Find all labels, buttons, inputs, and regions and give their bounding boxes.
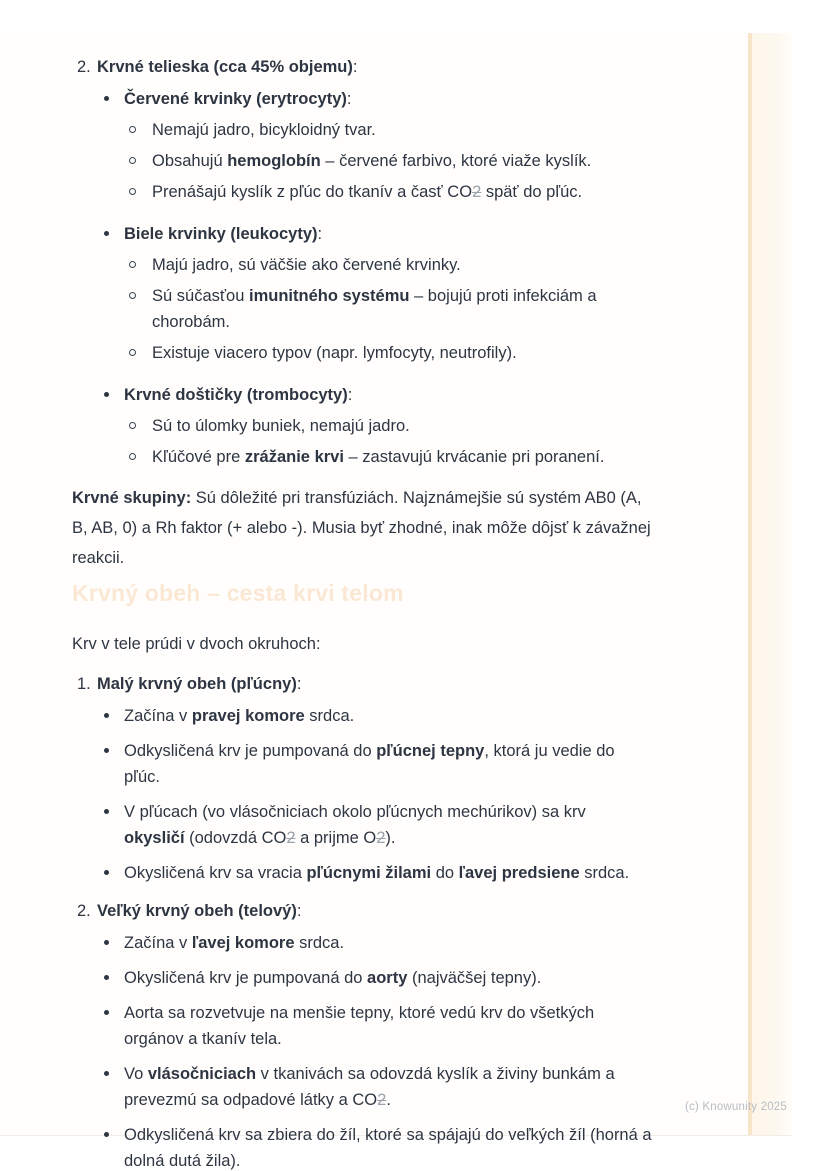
- text-run: :: [347, 386, 353, 404]
- sub-list-item: [124, 444, 702, 470]
- text-line: [124, 1061, 702, 1087]
- text-run: reakcii.: [72, 549, 125, 567]
- bold-text: aorty: [367, 969, 408, 987]
- bold-text: zrážanie krvi: [244, 448, 344, 466]
- text-run: chorobám.: [152, 313, 230, 331]
- bold-text: Krvné telieska (cca 45% objemu): [97, 58, 353, 76]
- text-run: Začína v: [124, 707, 192, 725]
- list-item: [97, 703, 702, 729]
- text-line: [152, 283, 702, 309]
- bold-text: Malý krvný obeh (pľúcny): [97, 675, 297, 693]
- list-item: [97, 86, 702, 205]
- bold-text: Červené krvinky (erytrocyty): [124, 90, 347, 108]
- bullet-dot-icon: [104, 1132, 109, 1137]
- ordered-list-item: [72, 54, 702, 470]
- text-run: Kľúčové pre: [152, 448, 245, 466]
- bullet-dot-icon: [104, 940, 109, 945]
- list-item: [97, 1000, 702, 1052]
- text-line: [152, 252, 702, 278]
- text-run: orgánov a tkanív tela.: [124, 1030, 282, 1048]
- text-line: [72, 513, 702, 543]
- bold-text: pľúcnymi žilami: [306, 864, 432, 882]
- text-line: [124, 825, 702, 851]
- sub-list-item: [124, 148, 702, 174]
- text-line: [152, 309, 702, 335]
- text-line: [72, 483, 702, 513]
- list-item-title: [124, 86, 702, 112]
- text-run: :: [296, 902, 302, 920]
- list-item: [97, 221, 702, 366]
- document-content: [0, 33, 792, 1171]
- text-run: Obsahujú: [152, 152, 228, 170]
- bold-text: ľavej predsiene: [458, 864, 580, 882]
- bold-text: Krvné doštičky (trombocyty): [124, 386, 348, 404]
- copyright-watermark: (c) Knowunity 2025: [684, 1101, 787, 1113]
- text-line: [152, 444, 702, 470]
- text-line: [152, 179, 702, 205]
- text-run: B, AB, 0) a Rh faktor (+ alebo -). Musia byť zhodné, inak môže dôjsť k závažnej: [72, 519, 651, 537]
- text-line: [124, 799, 702, 825]
- bullet-circle-icon: [129, 453, 136, 460]
- list-item: [97, 799, 702, 851]
- text-run: srdca.: [294, 934, 345, 952]
- bold-text: Veľký krvný obeh (telový): [97, 902, 297, 920]
- bold-text: hemoglobín: [227, 152, 321, 170]
- sub-list-item: [124, 117, 702, 143]
- bold-text: okysličí: [124, 829, 185, 847]
- section-heading: Krvný obeh – cesta krvi telom: [72, 580, 404, 606]
- list-item-body: [97, 898, 702, 1171]
- bullet-dot-icon: [104, 96, 109, 101]
- paragraph: [72, 629, 702, 659]
- text-run: Nemajú jadro, bicykloidný tvar.: [152, 121, 376, 139]
- list-number: 2.: [77, 902, 91, 920]
- text-run: V pľúcach (vo vlásočniciach okolo pľúcnych mechúrikov) sa krv: [124, 803, 586, 821]
- text-run: Začína v: [124, 934, 192, 952]
- text-run: Odkysličená krv je pumpovaná do: [124, 742, 377, 760]
- bullet-dot-icon: [104, 748, 109, 753]
- text-run: :: [352, 58, 358, 76]
- list-number: 2.: [77, 58, 91, 76]
- list-item: [97, 1122, 702, 1171]
- text-run: (najväčšej tepny).: [407, 969, 542, 987]
- text-run: prevezmú sa odpadové látky a CO: [124, 1091, 378, 1109]
- bullet-dot-icon: [104, 1010, 109, 1015]
- text-run: srdca.: [579, 864, 630, 882]
- text-run: a prijme O: [295, 829, 377, 847]
- list-item-body: [97, 54, 702, 470]
- text-line: [124, 1087, 702, 1113]
- text-line: [72, 543, 702, 573]
- bold-text: pľúcnej tepny: [376, 742, 485, 760]
- bullet-dot-icon: [104, 713, 109, 718]
- bullet-circle-icon: [129, 292, 136, 299]
- bullet-dot-icon: [104, 975, 109, 980]
- list-item-title: [124, 221, 702, 247]
- sub-list-item: [124, 179, 702, 205]
- struck-subscript: 2: [376, 829, 386, 847]
- text-line: [152, 148, 702, 174]
- sub-list-item: [124, 340, 702, 366]
- list-item: [97, 930, 702, 956]
- bold-text: ľavej komore: [191, 934, 295, 952]
- text-run: Existuje viacero typov (napr. lymfocyty, neutrofily).: [152, 344, 517, 362]
- text-run: Prenášajú kyslík z pľúc do tkanív a časť CO: [152, 183, 473, 201]
- text-run: Odkysličená krv sa zbiera do žíl, ktoré sa spájajú do veľkých žíl (horná a: [124, 1126, 652, 1144]
- ordered-list-item: [72, 898, 702, 1171]
- list-item: [97, 738, 702, 790]
- bullet-circle-icon: [129, 261, 136, 268]
- list-item-title: [97, 898, 702, 924]
- sub-list-item: [124, 252, 702, 278]
- paragraph: [72, 483, 702, 573]
- text-run: v tkanivách sa odovzdá kyslík a živiny bunkám a: [256, 1065, 615, 1083]
- document-page: [0, 33, 792, 1170]
- list-item-body: [97, 671, 702, 886]
- bullet-circle-icon: [129, 422, 136, 429]
- text-run: :: [317, 225, 323, 243]
- sub-list-item: [124, 283, 702, 335]
- text-run: Vo: [124, 1065, 148, 1083]
- text-run: – zastavujú krvácanie pri poranení.: [343, 448, 605, 466]
- bold-text: vlásočniciach: [147, 1065, 257, 1083]
- text-run: – červené farbivo, ktoré viaže kyslík.: [320, 152, 592, 170]
- text-line: [124, 1122, 702, 1148]
- bold-text: imunitného systému: [249, 287, 410, 305]
- text-line: [72, 629, 702, 659]
- bold-text: pravej komore: [191, 707, 305, 725]
- text-line: [124, 703, 702, 729]
- text-run: Okysličená krv sa vracia: [124, 864, 307, 882]
- text-line: [152, 117, 702, 143]
- list-number: 1.: [77, 675, 91, 693]
- text-run: .: [386, 1091, 391, 1109]
- text-run: :: [346, 90, 352, 108]
- text-run: :: [296, 675, 302, 693]
- bullet-circle-icon: [129, 188, 136, 195]
- bullet-dot-icon: [104, 392, 109, 397]
- text-line: [124, 860, 702, 886]
- bullet-circle-icon: [129, 349, 136, 356]
- list-item-title: [97, 54, 702, 80]
- text-line: [124, 1026, 702, 1052]
- text-run: Sú to úlomky buniek, nemajú jadro.: [152, 417, 410, 435]
- text-run: Sú súčasťou: [152, 287, 249, 305]
- struck-subscript: 2: [377, 1091, 387, 1109]
- text-run: dolná dutá žila).: [124, 1152, 241, 1170]
- text-run: Sú dôležité pri transfúziách. Najznámejšie sú systém AB0 (A,: [191, 489, 642, 507]
- list-item: [97, 382, 702, 470]
- sub-list-item: [124, 413, 702, 439]
- text-line: [124, 1000, 702, 1026]
- text-line: [152, 340, 702, 366]
- text-run: Okysličená krv je pumpovaná do: [124, 969, 368, 987]
- text-line: [152, 413, 702, 439]
- struck-subscript: 2: [472, 183, 482, 201]
- text-run: ).: [385, 829, 396, 847]
- text-run: späť do pľúc.: [481, 183, 583, 201]
- list-item: [97, 860, 702, 886]
- text-run: Krv v tele prúdi v dvoch okruhoch:: [72, 635, 321, 653]
- bullet-circle-icon: [129, 126, 136, 133]
- text-line: [124, 738, 702, 764]
- text-run: srdca.: [304, 707, 355, 725]
- text-run: , ktorá ju vedie do: [484, 742, 615, 760]
- text-run: Aorta sa rozvetvuje na menšie tepny, ktoré vedú krv do všetkých: [124, 1004, 595, 1022]
- list-item: [97, 965, 702, 991]
- text-run: (odovzdá CO: [184, 829, 287, 847]
- list-item-title: [97, 671, 702, 697]
- text-run: pľúc.: [124, 768, 160, 786]
- struck-subscript: 2: [286, 829, 296, 847]
- text-run: – bojujú proti infekciám a: [409, 287, 597, 305]
- text-run: do: [431, 864, 459, 882]
- bullet-dot-icon: [104, 870, 109, 875]
- text-run: Majú jadro, sú väčšie ako červené krvinky.: [152, 256, 461, 274]
- text-line: [124, 930, 702, 956]
- bullet-dot-icon: [104, 1071, 109, 1076]
- text-line: [124, 1148, 702, 1171]
- text-line: [124, 965, 702, 991]
- text-line: [124, 764, 702, 790]
- list-item: [97, 1061, 702, 1113]
- bullet-dot-icon: [104, 809, 109, 814]
- bold-text: Krvné skupiny:: [72, 489, 192, 507]
- bullet-circle-icon: [129, 157, 136, 164]
- bold-text: Biele krvinky (leukocyty): [124, 225, 318, 243]
- ordered-list-item: [72, 671, 702, 886]
- list-item-title: [124, 382, 702, 408]
- bullet-dot-icon: [104, 231, 109, 236]
